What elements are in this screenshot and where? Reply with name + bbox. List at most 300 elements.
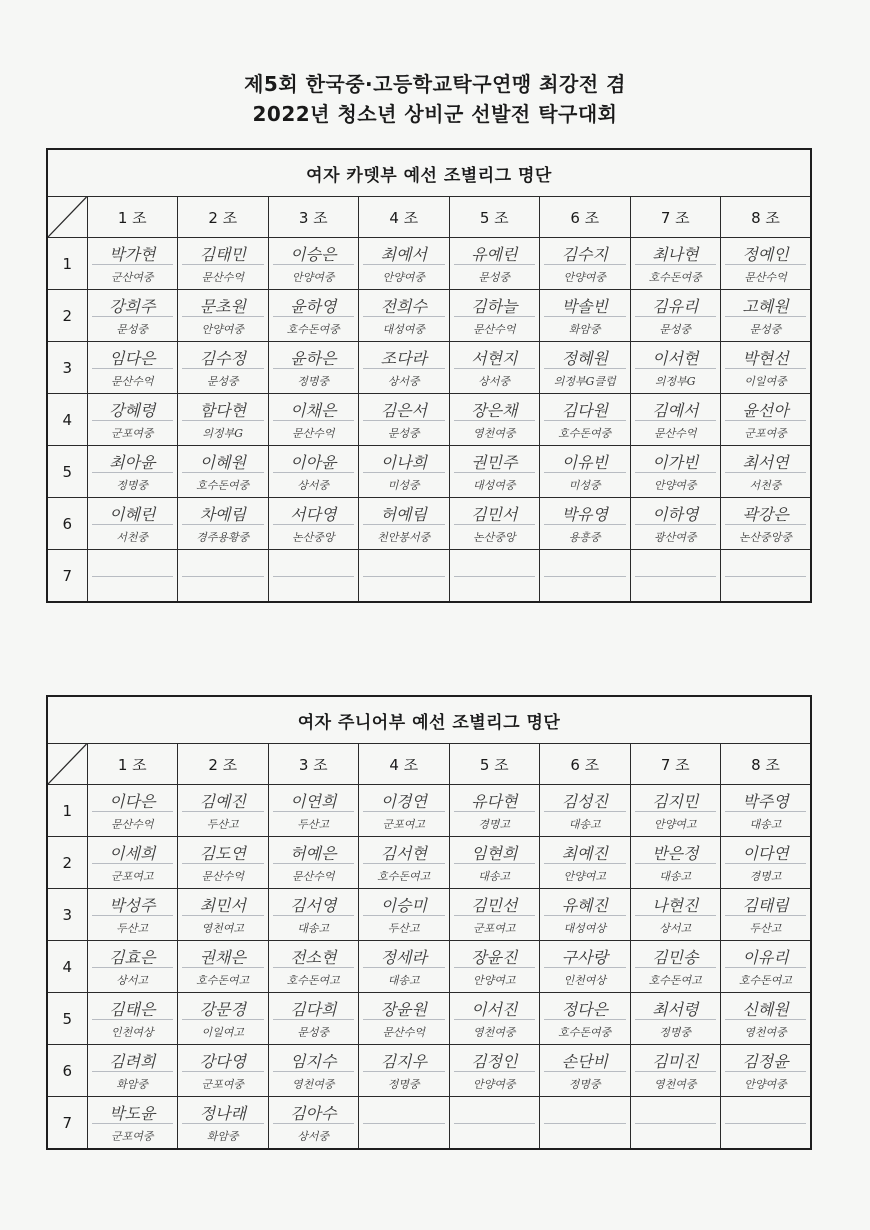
player-name: 손단비 bbox=[561, 1052, 608, 1071]
player-name: 구사랑 bbox=[561, 948, 608, 967]
player-name: 박도윤 bbox=[109, 1104, 156, 1123]
player-school: 안양여고 bbox=[472, 974, 516, 987]
player-name: 강혜령 bbox=[109, 401, 156, 420]
player-name: 김태은 bbox=[109, 1000, 156, 1019]
player-cell bbox=[630, 837, 721, 889]
group-header: 3 조 bbox=[268, 744, 359, 785]
table-caption: 여자 카뎃부 예선 조별리그 명단 bbox=[47, 149, 811, 197]
player-school: 논산중앙 bbox=[291, 531, 335, 544]
player-cell bbox=[178, 889, 269, 941]
player-cell bbox=[540, 446, 631, 498]
player-name: 박성주 bbox=[109, 896, 156, 915]
player-school: 안양여중 bbox=[291, 271, 335, 284]
player-school: 문산수억 bbox=[472, 323, 516, 336]
player-cell bbox=[87, 446, 178, 498]
player-cell bbox=[630, 498, 721, 550]
player-cell bbox=[449, 394, 540, 446]
player-cell bbox=[87, 498, 178, 550]
player-school: 영천여중 bbox=[472, 1026, 516, 1039]
player-school: 군포여고 bbox=[110, 870, 154, 883]
player-cell bbox=[540, 1045, 631, 1097]
player-school: 군포여중 bbox=[110, 427, 154, 440]
player-school: 호수돈여고 bbox=[286, 974, 340, 987]
player-cell bbox=[359, 238, 450, 290]
group-header: 4 조 bbox=[359, 744, 450, 785]
player-school: 두산고 bbox=[387, 922, 420, 935]
player-name: 김수정 bbox=[199, 349, 246, 368]
player-school: 광산여중 bbox=[653, 531, 697, 544]
player-cell bbox=[721, 498, 812, 550]
player-school: 호수돈여중 bbox=[286, 323, 340, 336]
player-name: 김미진 bbox=[652, 1052, 699, 1071]
player-school: 군포여고 bbox=[382, 818, 425, 831]
group-header: 1 조 bbox=[87, 197, 178, 238]
player-cell bbox=[630, 1097, 721, 1150]
player-name: 박주영 bbox=[742, 792, 789, 811]
player-cell bbox=[178, 1097, 269, 1150]
player-school: 상서고 bbox=[659, 922, 692, 935]
player-school: 호수돈여고 bbox=[196, 974, 250, 987]
player-school: 논산중앙중 bbox=[738, 531, 793, 544]
row-number: 6 bbox=[47, 498, 87, 550]
player-name: 이채은 bbox=[290, 401, 337, 420]
player-school: 대송고 bbox=[659, 870, 692, 883]
player-school: 정명중 bbox=[568, 1078, 601, 1091]
cell-guide-line bbox=[544, 1123, 626, 1124]
player-name: 최서연 bbox=[742, 453, 789, 472]
group-header: 7 조 bbox=[630, 197, 721, 238]
player-cell bbox=[268, 498, 359, 550]
player-school: 안양여중 bbox=[382, 271, 425, 284]
player-cell bbox=[268, 1045, 359, 1097]
player-cell bbox=[268, 993, 359, 1045]
player-cell bbox=[359, 498, 450, 550]
player-name: 김도연 bbox=[199, 844, 246, 863]
player-cell bbox=[359, 993, 450, 1045]
row-number: 3 bbox=[47, 889, 87, 941]
player-school: 이일여중 bbox=[744, 375, 787, 388]
table-row bbox=[47, 446, 811, 498]
player-school: 서천중 bbox=[116, 531, 149, 544]
player-name: 김태민 bbox=[199, 245, 246, 264]
player-name: 장윤진 bbox=[471, 948, 518, 967]
player-cell bbox=[449, 290, 540, 342]
player-name: 김수지 bbox=[561, 245, 608, 264]
player-school: 의정부G bbox=[654, 375, 696, 388]
player-name: 김민선 bbox=[471, 896, 518, 915]
player-name: 이다은 bbox=[109, 792, 156, 811]
player-cell bbox=[540, 837, 631, 889]
corner-diagonal-cell bbox=[47, 744, 87, 785]
player-name: 윤하은 bbox=[290, 349, 337, 368]
player-name: 정다은 bbox=[561, 1000, 608, 1019]
player-cell bbox=[268, 1097, 359, 1150]
player-cell bbox=[449, 1097, 540, 1150]
player-school: 문성중 bbox=[749, 323, 782, 336]
player-name: 김성진 bbox=[561, 792, 608, 811]
document-title-line2: 2022년 청소년 상비군 선발전 탁구대회 bbox=[252, 102, 618, 126]
player-cell bbox=[540, 941, 631, 993]
player-school: 경명고 bbox=[478, 818, 511, 831]
player-name: 신혜원 bbox=[742, 1000, 789, 1019]
player-school: 호수돈여중 bbox=[558, 427, 612, 440]
group-header: 8 조 bbox=[721, 744, 812, 785]
player-school: 문성중 bbox=[116, 323, 149, 336]
player-name: 전소현 bbox=[290, 948, 337, 967]
group-header: 5 조 bbox=[449, 744, 540, 785]
player-school: 대송고 bbox=[568, 818, 601, 831]
player-school: 두산고 bbox=[297, 818, 330, 831]
player-cell bbox=[178, 785, 269, 837]
player-school: 서천중 bbox=[749, 479, 782, 492]
table-caption: 여자 주니어부 예선 조별리그 명단 bbox=[47, 696, 811, 744]
player-school: 화암중 bbox=[568, 323, 601, 336]
junior-group-table bbox=[46, 695, 812, 1150]
row-number: 3 bbox=[47, 342, 87, 394]
player-cell bbox=[721, 941, 812, 993]
player-cell bbox=[178, 238, 269, 290]
player-name: 이유리 bbox=[742, 948, 789, 967]
player-school: 대성여중 bbox=[382, 323, 425, 336]
cell-guide-line bbox=[454, 576, 536, 577]
player-cell bbox=[449, 498, 540, 550]
table-row bbox=[47, 394, 811, 446]
player-cell bbox=[630, 993, 721, 1045]
player-cell bbox=[630, 238, 721, 290]
player-cell bbox=[449, 837, 540, 889]
player-cell bbox=[87, 238, 178, 290]
player-school: 상서중 bbox=[478, 375, 511, 388]
player-cell bbox=[359, 1045, 450, 1097]
row-number: 2 bbox=[47, 290, 87, 342]
player-school: 군포여고 bbox=[472, 922, 516, 935]
player-school: 호수돈여고 bbox=[377, 870, 431, 883]
player-school: 경주용황중 bbox=[196, 531, 250, 544]
player-school: 안양여중 bbox=[744, 1078, 787, 1091]
player-cell bbox=[87, 290, 178, 342]
document-title-line1: 제5회 한국중·고등학교탁구연맹 최강전 겸 bbox=[244, 72, 626, 96]
player-name: 김정인 bbox=[471, 1052, 518, 1071]
table-row bbox=[47, 889, 811, 941]
group-header: 5 조 bbox=[449, 197, 540, 238]
player-cell bbox=[630, 446, 721, 498]
player-name: 이혜원 bbox=[199, 453, 246, 472]
player-cell bbox=[540, 394, 631, 446]
player-name: 문초원 bbox=[199, 297, 246, 316]
row-number: 2 bbox=[47, 837, 87, 889]
player-name: 권채은 bbox=[199, 948, 246, 967]
player-school: 안양여중 bbox=[472, 1078, 516, 1091]
player-name: 이하영 bbox=[652, 505, 699, 524]
player-name: 김서영 bbox=[290, 896, 337, 915]
player-cell bbox=[87, 1097, 178, 1150]
corner-diagonal-cell bbox=[47, 197, 87, 238]
player-school: 정명중 bbox=[659, 1026, 692, 1039]
player-name: 조다라 bbox=[380, 349, 427, 368]
player-cell bbox=[721, 394, 812, 446]
player-school: 문산수억 bbox=[201, 870, 244, 883]
player-name: 김려희 bbox=[109, 1052, 156, 1071]
cell-guide-line bbox=[92, 576, 174, 577]
cell-guide-line bbox=[725, 576, 806, 577]
cell-guide-line bbox=[544, 576, 626, 577]
player-name: 김다원 bbox=[561, 401, 608, 420]
player-school: 영천여중 bbox=[744, 1026, 787, 1039]
player-name: 김은서 bbox=[380, 401, 427, 420]
player-name: 정나래 bbox=[199, 1104, 246, 1123]
player-cell bbox=[449, 1045, 540, 1097]
group-header: 2 조 bbox=[178, 744, 269, 785]
player-cell bbox=[178, 342, 269, 394]
player-cell bbox=[268, 837, 359, 889]
table-row bbox=[47, 342, 811, 394]
player-school: 문성중 bbox=[659, 323, 692, 336]
player-school: 논산중앙 bbox=[472, 531, 516, 544]
player-name: 권민주 bbox=[471, 453, 518, 472]
player-name: 김태림 bbox=[742, 896, 789, 915]
table-row bbox=[47, 993, 811, 1045]
player-cell bbox=[178, 498, 269, 550]
player-name: 김유리 bbox=[652, 297, 699, 316]
player-school: 두산고 bbox=[116, 922, 149, 935]
player-school: 호수돈여고 bbox=[648, 974, 702, 987]
player-school: 상서중 bbox=[297, 479, 330, 492]
player-cell bbox=[721, 785, 812, 837]
row-number: 1 bbox=[47, 238, 87, 290]
player-cell bbox=[540, 993, 631, 1045]
player-school: 화암중 bbox=[116, 1078, 149, 1091]
row-number: 1 bbox=[47, 785, 87, 837]
player-cell bbox=[449, 993, 540, 1045]
player-school: 미성중 bbox=[387, 479, 420, 492]
player-cell bbox=[178, 1045, 269, 1097]
player-cell bbox=[359, 941, 450, 993]
player-school: 군산여중 bbox=[110, 271, 154, 284]
player-cell bbox=[87, 342, 178, 394]
player-name: 김효은 bbox=[109, 948, 156, 967]
player-name: 김다희 bbox=[290, 1000, 337, 1019]
table-row bbox=[47, 837, 811, 889]
player-school: 상서중 bbox=[387, 375, 420, 388]
player-name: 이서현 bbox=[652, 349, 699, 368]
player-name: 임다은 bbox=[109, 349, 156, 368]
player-school: 정명중 bbox=[297, 375, 330, 388]
player-school: 인천여상 bbox=[110, 1026, 154, 1039]
row-number: 5 bbox=[47, 446, 87, 498]
player-name: 김서현 bbox=[380, 844, 427, 863]
player-cell bbox=[268, 446, 359, 498]
player-cell bbox=[178, 290, 269, 342]
player-cell bbox=[87, 993, 178, 1045]
player-cell bbox=[630, 550, 721, 603]
player-name: 차예림 bbox=[199, 505, 246, 524]
cell-guide-line bbox=[363, 576, 445, 577]
player-school: 문성중 bbox=[206, 375, 239, 388]
player-name: 이승미 bbox=[380, 896, 427, 915]
player-cell bbox=[449, 785, 540, 837]
player-cell bbox=[449, 446, 540, 498]
player-name: 전희수 bbox=[380, 297, 427, 316]
group-header: 6 조 bbox=[540, 744, 631, 785]
player-cell bbox=[87, 394, 178, 446]
player-school: 영천여중 bbox=[653, 1078, 697, 1091]
player-cell bbox=[721, 993, 812, 1045]
player-cell bbox=[540, 550, 631, 603]
player-school: 미성중 bbox=[568, 479, 601, 492]
player-name: 이다연 bbox=[742, 844, 789, 863]
player-cell bbox=[178, 941, 269, 993]
player-cell bbox=[540, 498, 631, 550]
player-school: 인천여상 bbox=[563, 974, 606, 987]
player-school: 문산수억 bbox=[110, 818, 154, 831]
player-cell bbox=[178, 837, 269, 889]
table-row bbox=[47, 785, 811, 837]
player-cell bbox=[630, 889, 721, 941]
player-cell bbox=[721, 550, 812, 603]
row-number: 4 bbox=[47, 941, 87, 993]
player-name: 고혜원 bbox=[742, 297, 789, 316]
player-cell bbox=[721, 1045, 812, 1097]
player-name: 임지수 bbox=[290, 1052, 337, 1071]
player-cell bbox=[630, 1045, 721, 1097]
cell-guide-line bbox=[454, 1123, 536, 1124]
group-header: 8 조 bbox=[721, 197, 812, 238]
player-school: 화암중 bbox=[206, 1130, 239, 1143]
player-school: 문산수억 bbox=[744, 271, 787, 284]
group-header: 7 조 bbox=[630, 744, 721, 785]
player-name: 최서령 bbox=[652, 1000, 699, 1019]
player-cell bbox=[178, 446, 269, 498]
player-cell bbox=[87, 785, 178, 837]
player-name: 김민서 bbox=[471, 505, 518, 524]
player-cell bbox=[87, 1045, 178, 1097]
player-name: 박현선 bbox=[742, 349, 789, 368]
group-header: 2 조 bbox=[178, 197, 269, 238]
player-cell bbox=[449, 238, 540, 290]
player-name: 이가빈 bbox=[652, 453, 699, 472]
player-name: 정세라 bbox=[380, 948, 427, 967]
player-name: 박솔빈 bbox=[561, 297, 608, 316]
player-cell bbox=[359, 785, 450, 837]
player-name: 함다현 bbox=[199, 401, 246, 420]
player-school: 두산고 bbox=[206, 818, 239, 831]
player-cell bbox=[540, 238, 631, 290]
player-cell bbox=[721, 446, 812, 498]
player-school: 경명고 bbox=[749, 870, 782, 883]
player-name: 서현지 bbox=[471, 349, 518, 368]
player-cell bbox=[721, 238, 812, 290]
player-name: 강다영 bbox=[199, 1052, 246, 1071]
player-name: 최나현 bbox=[652, 245, 699, 264]
table-row bbox=[47, 290, 811, 342]
cell-guide-line bbox=[725, 1123, 806, 1124]
player-cell bbox=[178, 993, 269, 1045]
player-name: 이서진 bbox=[471, 1000, 518, 1019]
player-name: 이유빈 bbox=[561, 453, 608, 472]
player-school: 호수돈여고 bbox=[738, 974, 793, 987]
player-name: 임현희 bbox=[471, 844, 518, 863]
player-cell bbox=[721, 1097, 812, 1150]
player-cell bbox=[359, 290, 450, 342]
cell-guide-line bbox=[182, 576, 264, 577]
player-cell bbox=[630, 394, 721, 446]
player-school: 대송고 bbox=[297, 922, 330, 935]
player-name: 김지민 bbox=[652, 792, 699, 811]
player-cell bbox=[268, 550, 359, 603]
row-number: 7 bbox=[47, 550, 87, 603]
table-row bbox=[47, 941, 811, 993]
row-number: 6 bbox=[47, 1045, 87, 1097]
player-cell bbox=[630, 290, 721, 342]
player-cell bbox=[359, 550, 450, 603]
player-name: 이연희 bbox=[290, 792, 337, 811]
player-school: 군포여중 bbox=[744, 427, 787, 440]
player-school: 호수돈여중 bbox=[196, 479, 250, 492]
player-name: 김민송 bbox=[652, 948, 699, 967]
player-name: 이경연 bbox=[380, 792, 427, 811]
player-school: 대송고 bbox=[387, 974, 420, 987]
player-cell bbox=[721, 837, 812, 889]
player-cell bbox=[721, 889, 812, 941]
player-cell bbox=[540, 889, 631, 941]
cell-guide-line bbox=[635, 1123, 717, 1124]
player-cell bbox=[87, 837, 178, 889]
player-name: 박가현 bbox=[109, 245, 156, 264]
cell-guide-line bbox=[363, 1123, 445, 1124]
player-name: 반은정 bbox=[652, 844, 699, 863]
player-school: 안양여고 bbox=[563, 870, 606, 883]
player-cell bbox=[178, 394, 269, 446]
player-name: 최아윤 bbox=[109, 453, 156, 472]
player-school: 문성중 bbox=[387, 427, 420, 440]
cell-guide-line bbox=[635, 576, 717, 577]
player-school: 상서고 bbox=[116, 974, 149, 987]
player-cell bbox=[268, 889, 359, 941]
player-school: 군포여중 bbox=[201, 1078, 244, 1091]
player-school: 문산수억 bbox=[653, 427, 697, 440]
table-row bbox=[47, 498, 811, 550]
player-name: 최예서 bbox=[380, 245, 427, 264]
player-school: 정명중 bbox=[116, 479, 149, 492]
player-school: 정명중 bbox=[387, 1078, 420, 1091]
table-row bbox=[47, 1097, 811, 1150]
player-name: 윤하영 bbox=[290, 297, 337, 316]
player-school: 호수돈여중 bbox=[558, 1026, 612, 1039]
player-name: 정혜원 bbox=[561, 349, 608, 368]
player-school: 천안봉서중 bbox=[377, 531, 431, 544]
player-school: 안양여중 bbox=[653, 479, 697, 492]
player-school: 문산수억 bbox=[201, 271, 244, 284]
player-name: 정예인 bbox=[742, 245, 789, 264]
player-school: 문산수억 bbox=[291, 870, 335, 883]
player-name: 이혜린 bbox=[109, 505, 156, 524]
player-school: 문성중 bbox=[297, 1026, 330, 1039]
player-school: 대성여상 bbox=[563, 922, 606, 935]
cadet-group-table bbox=[46, 148, 812, 603]
player-name: 이승은 bbox=[290, 245, 337, 264]
player-cell bbox=[268, 941, 359, 993]
row-number: 7 bbox=[47, 1097, 87, 1150]
player-name: 김지우 bbox=[380, 1052, 427, 1071]
player-name: 허예은 bbox=[290, 844, 337, 863]
player-school: 문산수억 bbox=[110, 375, 154, 388]
player-school: 문산수억 bbox=[382, 1026, 425, 1039]
table-row bbox=[47, 550, 811, 603]
player-cell bbox=[540, 785, 631, 837]
player-cell bbox=[721, 290, 812, 342]
player-cell bbox=[449, 342, 540, 394]
player-school: 호수돈여중 bbox=[648, 271, 702, 284]
